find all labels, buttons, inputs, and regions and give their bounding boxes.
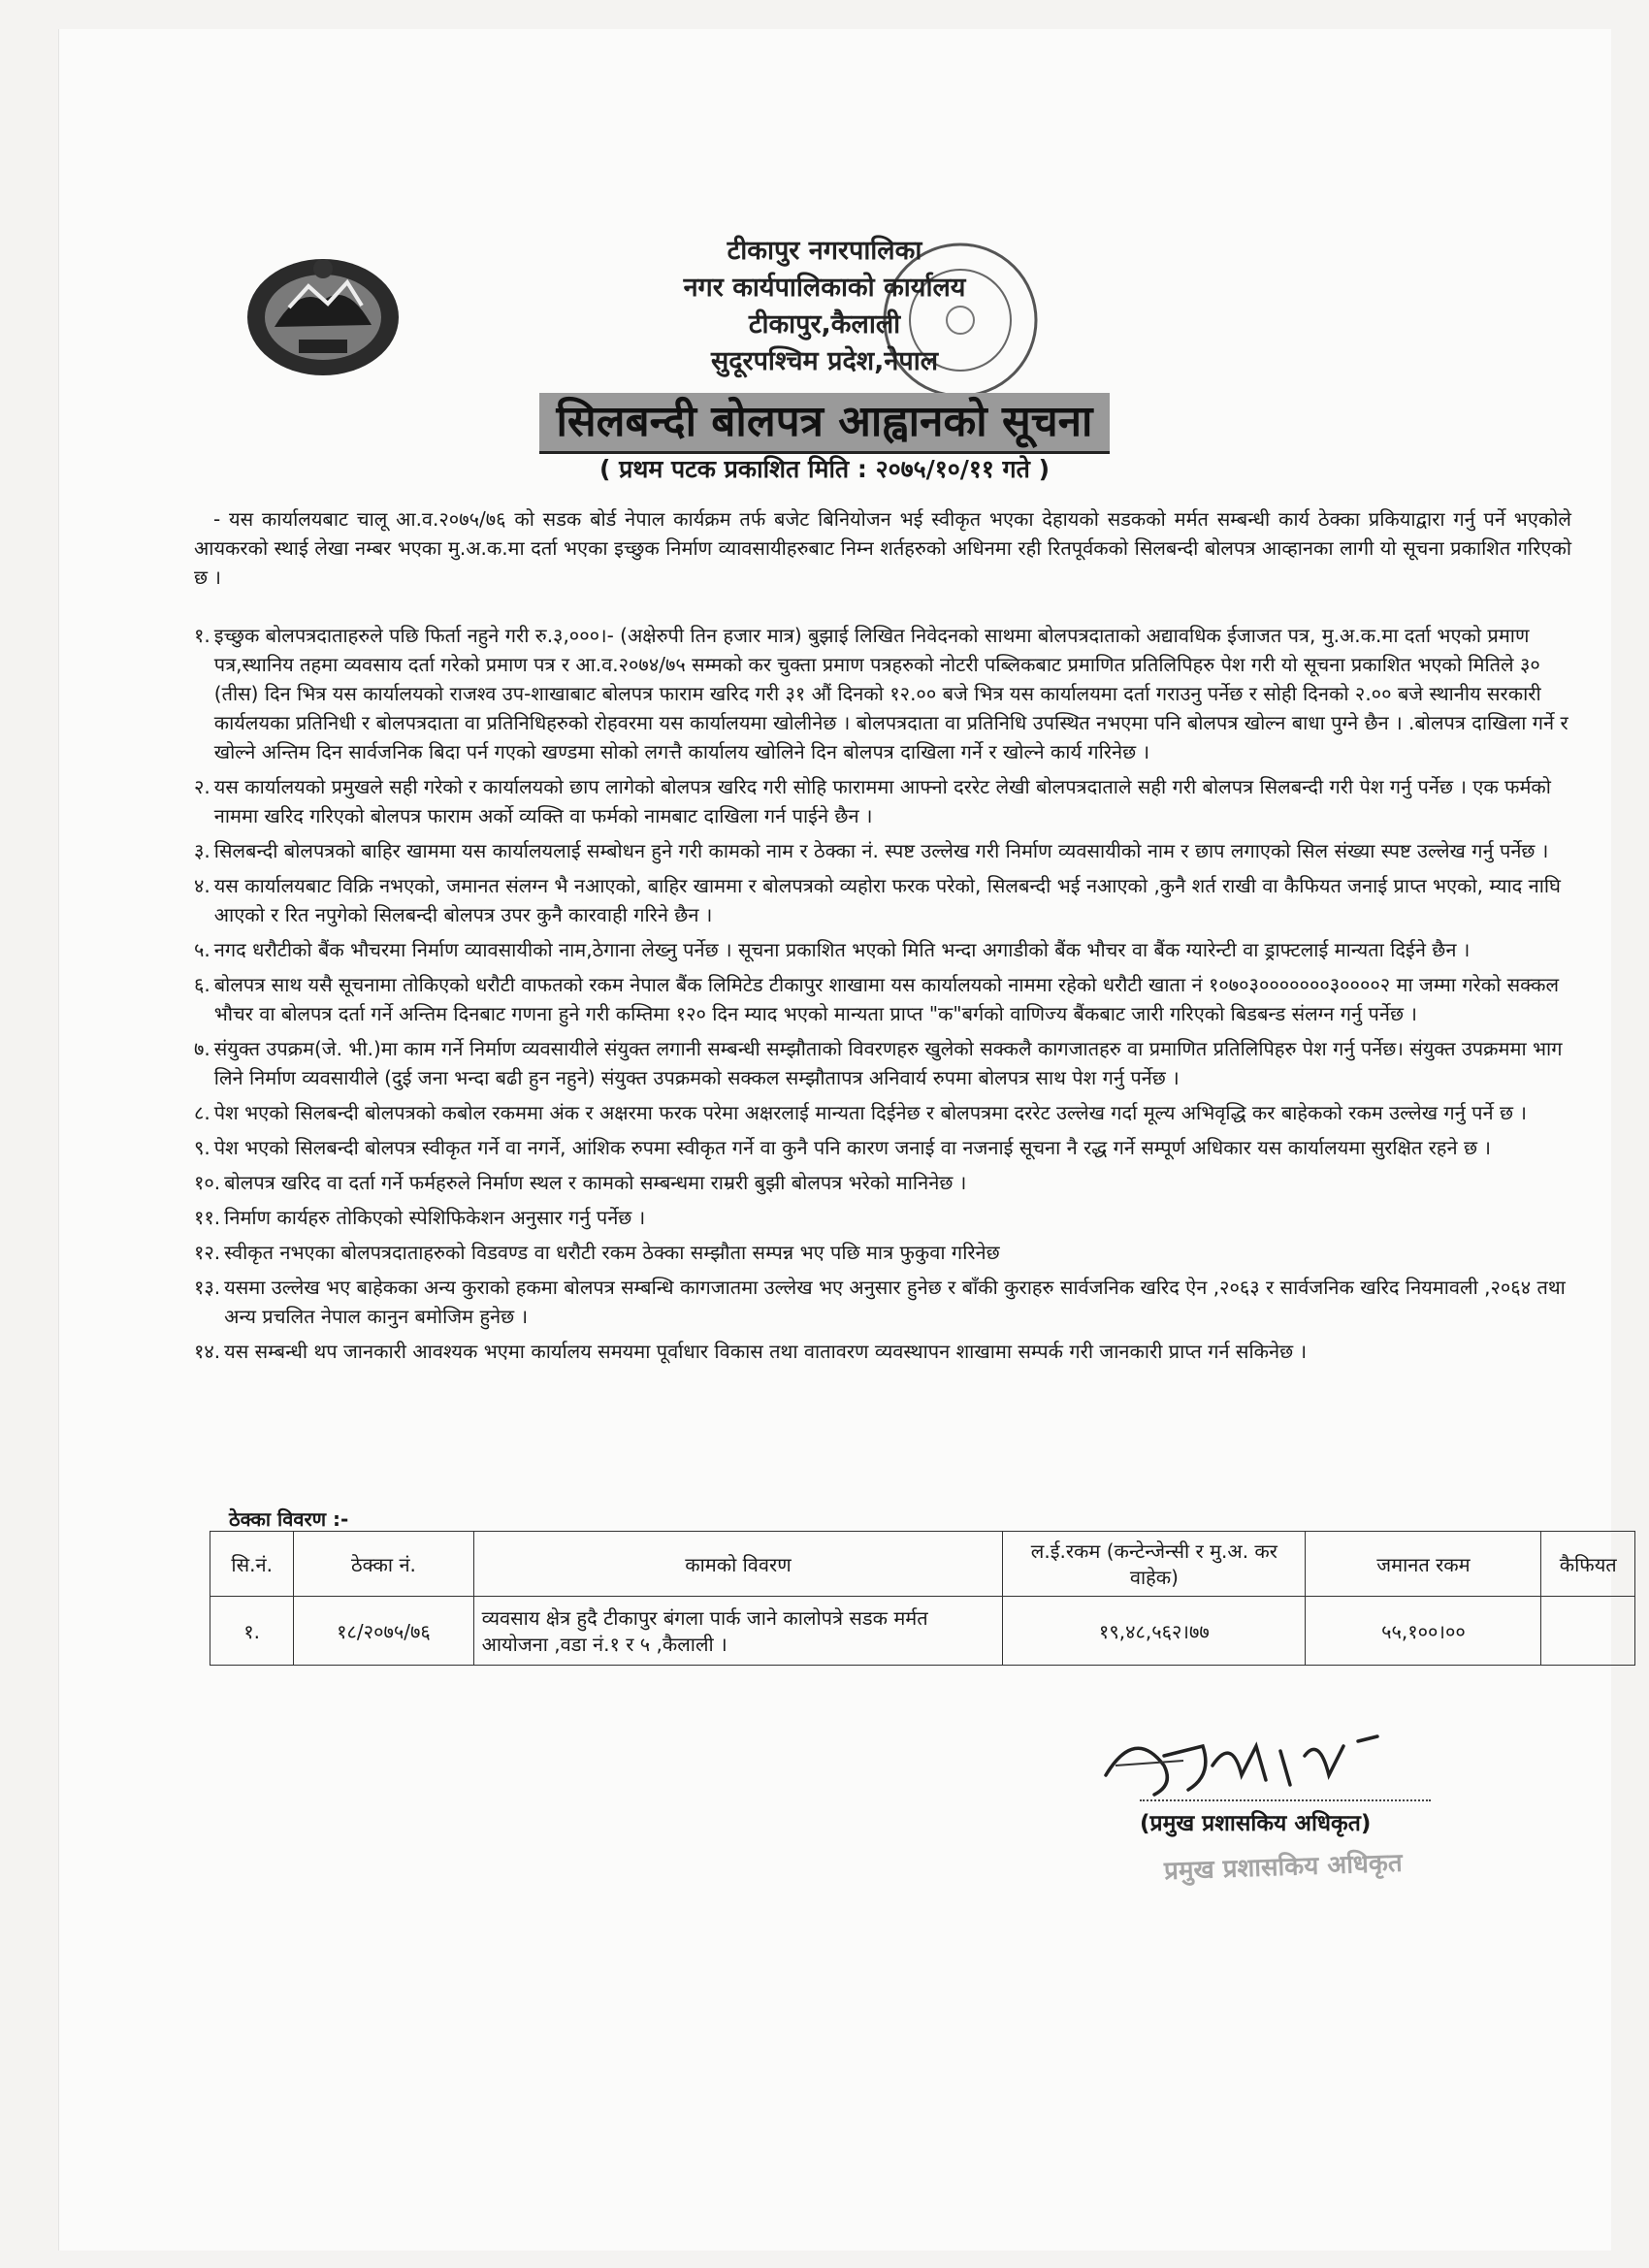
header-contract-no: ठेक्का नं. bbox=[294, 1532, 473, 1597]
condition-item bbox=[194, 1337, 1571, 1366]
condition-text: यस सम्बन्धी थप जानकारी आवश्यक भएमा कार्यालय समयमा पूर्वाधार विकास तथा वातावरण व्यवस्थापन शाखामा सम्पर्क गरी जानकारी प्राप्त गर्न सकिनेछ । bbox=[224, 1340, 1308, 1363]
header-sn: सि.नं. bbox=[210, 1532, 294, 1597]
office-name: नगर कार्यपालिकाको कार्यालय bbox=[683, 273, 966, 303]
officer-rubber-stamp: प्रमुख प्रशासकिय अधिकृत bbox=[1163, 1848, 1404, 1887]
condition-item bbox=[194, 1273, 1571, 1331]
condition-text: सिलबन्दी बोलपत्रको बाहिर खाममा यस कार्यालयलाई सम्बोधन हुने गरी कामको नाम र ठेक्का नं. स्पष्ट उल्लेख गरी निर्माण व्यवसायीको नाम र छाप लगाएको सिल संख्या स्पष्ट उल्लेख गर्नु पर्नेछ । bbox=[213, 839, 1549, 862]
condition-text: पेश भएको सिलबन्दी बोलपत्र स्वीकृत गर्ने वा नगर्ने, आंशिक रुपमा स्वीकृत गर्ने वा कुनै पनि कारण जनाई वा नजनाई सूचना नै रद्ध गर्ने सम्पूर्ण अधिकार यस कार्यालयमा सुरक्षित रहने छ । bbox=[213, 1136, 1491, 1159]
condition-number: ८. bbox=[194, 1101, 210, 1124]
municipality-name: टीकापुर नगरपालिका bbox=[727, 236, 922, 266]
condition-item bbox=[194, 1203, 1571, 1232]
condition-text: यस कार्यालयको प्रमुखले सही गरेको र कार्यालयको छाप लागेको बोलपत्र खरिद गरी सोहि फाराममा आफ्नो दररेट लेखी बोलपत्रदाताले सही गरी बोलपत्र सिलबन्दी गरी पेश गर्नु पर्नेछ । एक फर्मको नाममा खरिद गरिएको बोलपत्र फाराम अर्को व्यक्ति वा फर्मको नामबाट दाखिला गर्न पाईने छैन । bbox=[213, 775, 1551, 827]
condition-text: स्वीकृत नभएका बोलपत्रदाताहरुको विडवण्ड वा धरौटी रकम ठेक्का सम्झौता सम्पन्न भए पछि मात्र फुकुवा गरिनेछ bbox=[224, 1241, 1000, 1264]
condition-text: संयुक्त उपक्रम(जे. भी.)मा काम गर्ने निर्माण व्यवसायीले संयुक्त लगानी सम्बन्धी सम्झौताको विवरणहरु खुलेको सक्कलै कागजातहरु वा प्रमाणित प्रतिलिपिहरु पेश गर्नु पर्नेछ। संयुक्त उपक्रममा भाग लिने निर्माण व्यवसायीले (दुई जना भन्दा बढी हुन नहुने) संयुक्त उपक्रमको सक्कल सम्झौतापत्र अनिवार्य रुपमा बोलपत्र साथ पेश गर्नु पर्नेछ । bbox=[213, 1037, 1563, 1089]
cell-sn: १. bbox=[210, 1597, 294, 1666]
office-header bbox=[0, 233, 1649, 380]
notice-title-wrap bbox=[0, 393, 1649, 454]
officer-title: (प्रमुख प्रशासकिय अधिकृत) bbox=[1140, 1811, 1372, 1836]
condition-item bbox=[194, 1133, 1571, 1162]
condition-text: निर्माण कार्यहरु तोकिएको स्पेशिफिकेशन अनुसार गर्नु पर्नेछ । bbox=[224, 1206, 646, 1229]
condition-item bbox=[194, 970, 1571, 1028]
condition-number: १२. bbox=[194, 1241, 221, 1264]
notice-title: सिलबन्दी बोलपत्र आह्वानको सूचना bbox=[539, 393, 1111, 454]
table-row bbox=[210, 1597, 1635, 1666]
handwritten-signature bbox=[1096, 1707, 1416, 1814]
condition-number: ६. bbox=[194, 973, 210, 996]
office-address: टीकापुर,कैलाली bbox=[748, 309, 901, 340]
condition-text: नगद धरौटीको बैंक भौचरमा निर्माण व्यावसायीको नाम,ठेगाना लेख्नु पर्नेछ । सूचना प्रकाशित भएको मिति भन्दा अगाडीको बैंक भौचर वा बैंक ग्यारेन्टी वा ड्राफ्टलाई मान्यता दिईने छैन । bbox=[213, 938, 1471, 961]
condition-number: ७. bbox=[194, 1037, 210, 1060]
condition-item bbox=[194, 621, 1571, 766]
condition-item bbox=[194, 1034, 1571, 1092]
condition-number: १४. bbox=[194, 1340, 221, 1363]
condition-item bbox=[194, 836, 1571, 865]
condition-item bbox=[194, 1098, 1571, 1127]
condition-text: इच्छुक बोलपत्रदाताहरुले पछि फिर्ता नहुने गरी रु.३,०००।- (अक्षेरुपी तिन हजार मात्र) बुझाई लिखित निवेदनको साथमा बोलपत्रदाताको अद्यावधिक ईजाजत पत्र, मु.अ.क.मा दर्ता भएको प्रमाण पत्र,स्थानिय तहमा व्यवसाय दर्ता गरेको प्रमाण पत्र र आ.व.२०७४/७५ सम्मको कर चुक्ता प्रमाण पत्रहरुको नोटरी पब्लिकबाट प्रमाणित प्रतिलिपिहरु पेश गरी यो सूचना प्रकाशित भएको मितिले ३० (तीस) दिन भित्र यस कार्यालयको राजश्व उप-शाखाबाट बोलपत्र फाराम खरिद गरी ३१ औं दिनको १२.०० बजे भित्र यस कार्यालयमा दर्ता गराउनु पर्नेछ र सोही दिनको २.०० बजे स्थानीय सरकारी कार्यलयका प्रतिनिधी र बोलपत्रदाता वा प्रतिनिधिहरुको रोहवरमा यस कार्यालयमा खोलीनेछ । बोलपत्रदाता वा प्रतिनिधि उपस्थित नभएमा पनि बोलपत्र खोल्न बाधा पुग्ने छैन । .बोलपत्र दाखिला गर्ने र खोल्ने अन्तिम दिन सार्वजनिक बिदा पर्न गएको खण्डमा सोको लगत्तै कार्यालय खोलिने दिन बोलपत्र दाखिला गर्ने र खोल्ने कार्य गरिनेछ । bbox=[213, 624, 1568, 763]
condition-item bbox=[194, 1168, 1571, 1197]
conditions-list bbox=[194, 621, 1571, 1372]
cell-contract-no: १८/२०७५/७६ bbox=[294, 1597, 473, 1666]
cell-work-description: व्यवसाय क्षेत्र हुदै टीकापुर बंगला पार्क जाने कालोपत्रे सडक मर्मत आयोजना ,वडा नं.१ र ५ ,कैलाली । bbox=[473, 1597, 1003, 1666]
publication-date: ( प्रथम पटक प्रकाशित मिति : २०७५/१०/११ गते ) bbox=[599, 455, 1050, 483]
contract-table bbox=[210, 1531, 1635, 1666]
condition-item bbox=[194, 772, 1571, 830]
condition-number: ९. bbox=[194, 1136, 210, 1159]
condition-item bbox=[194, 935, 1571, 964]
cell-remarks bbox=[1541, 1597, 1635, 1666]
cell-bid-security: ५५,१००।०० bbox=[1306, 1597, 1541, 1666]
condition-text: पेश भएको सिलबन्दी बोलपत्रको कबोल रकममा अंक र अक्षरमा फरक परेमा अक्षरलाई मान्यता दिईनेछ र बोलपत्रमा दररेट उल्लेख गर्दा मूल्य अभिवृद्धि कर बाहेकको रकम उल्लेख गर्नु पर्ने छ । bbox=[213, 1101, 1527, 1124]
condition-number: ५. bbox=[194, 938, 210, 961]
header-bid-security: जमानत रकम bbox=[1306, 1532, 1541, 1597]
condition-text: बोलपत्र साथ यसै सूचनामा तोकिएको धरौटी वाफतको रकम नेपाल बैंक लिमिटेड टीकापुर शाखामा यस कार्यालयको नाममा रहेको धरौटी खाता नं १०७०३०००००००३००००२ मा जम्मा गरेको सक्कल भौचर वा बोलपत्र दर्ता गर्ने अन्तिम दिनबाट गणना हुने गरी कम्तिमा १२० दिन म्याद भएको मान्यता प्राप्त "क"बर्गको वाणिज्य बैंकबाट जारी गरिएको बिडबन्ड संलग्न गर्नु पर्नेछ । bbox=[213, 973, 1560, 1025]
cell-cost-estimate: १९,४८,५६२।७७ bbox=[1003, 1597, 1306, 1666]
contract-details-label: ठेक्का विवरण :- bbox=[229, 1507, 349, 1531]
condition-number: १०. bbox=[194, 1171, 221, 1194]
province-name: सुदूरपश्चिम प्रदेश,नेपाल bbox=[710, 346, 939, 376]
condition-item bbox=[194, 871, 1571, 929]
condition-number: २. bbox=[194, 775, 210, 798]
intro-paragraph: - यस कार्यालयबाट चालू आ.व.२०७५/७६ को सडक बोर्ड नेपाल कार्यक्रम तर्फ बजेट बिनियोजन भई स्वीकृत भएका देहायको सडकको मर्मत सम्बन्धी कार्य ठेक्का प्रकियाद्वारा गर्नु पर्ने भएकोले आयकरको स्थाई लेखा नम्बर भएका मु.अ.क.मा दर्ता भएका इच्छुक निर्माण व्यावसायीहरुबाट निम्न शर्तहरुको अधिनमा रही रितपूर्वकको सिलबन्दी बोलपत्र आव्हानका लागी यो सूचना प्रकाशित गरिएको छ । bbox=[194, 507, 1571, 589]
table-header-row bbox=[210, 1532, 1635, 1597]
condition-number: १. bbox=[194, 624, 210, 647]
header-remarks: कैफियत bbox=[1541, 1532, 1635, 1597]
condition-number: ११. bbox=[194, 1206, 221, 1229]
condition-text: यसमा उल्लेख भए बाहेकका अन्य कुराको हकमा बोलपत्र सम्बन्धि कागजातमा उल्लेख भए अनुसार हुनेछ र बाँकी कुराहरु सार्वजनिक खरिद ऐन ,२०६३ र सार्वजनिक खरिद नियमावली ,२०६४ तथा अन्य प्रचलित नेपाल कानुन बमोजिम हुनेछ । bbox=[224, 1276, 1566, 1328]
condition-item bbox=[194, 1238, 1571, 1267]
condition-number: १३. bbox=[194, 1276, 221, 1299]
signature-line bbox=[1140, 1799, 1431, 1801]
header-work-description: कामको विवरण bbox=[473, 1532, 1003, 1597]
condition-text: बोलपत्र खरिद वा दर्ता गर्ने फर्महरुले निर्माण स्थल र कामको सम्बन्धमा राम्ररी बुझी बोलपत्र भरेको मानिनेछ । bbox=[224, 1171, 967, 1194]
condition-text: यस कार्यालयबाट विक्रि नभएको, जमानत संलग्न भै नआएको, बाहिर खाममा र बोलपत्रको व्यहोरा फरक परेको, सिलबन्दी भई नआएको ,कुनै शर्त राखी वा कैफियत जनाई प्राप्त भएको, म्याद नाघि आएको र रित नपुगेको सिलबन्दी बोलपत्र उपर कुनै कारवाही गरिने छैन । bbox=[213, 874, 1561, 926]
condition-number: ४. bbox=[194, 874, 210, 897]
condition-number: ३. bbox=[194, 839, 210, 862]
header-cost-estimate: ल.ई.रकम (कन्टेन्जेन्सी र मु.अ. कर वाहेक) bbox=[1003, 1532, 1306, 1597]
